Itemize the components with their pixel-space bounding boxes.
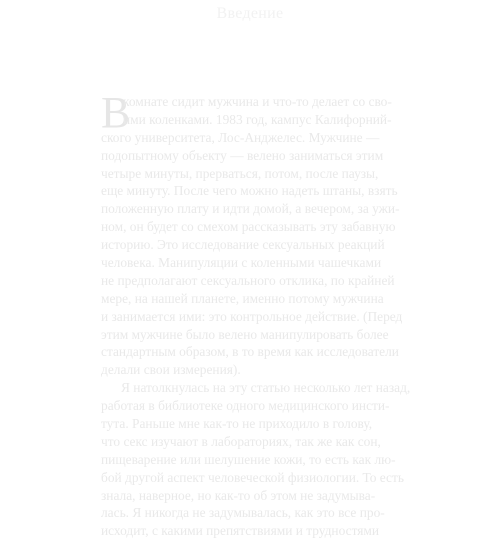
text-line: человека. Манипуляции с коленными чашечками (101, 255, 382, 271)
text-line: ном, он будет со смехом рассказывать эту забавную (101, 219, 396, 235)
text-line: пищеварение или шелушение кожи, то есть как лю- (101, 451, 396, 467)
text-line: делали свои измерения). (101, 362, 241, 378)
text-line: исходит, с какими препятствиями и трудностями (101, 523, 380, 539)
text-line: знала, наверное, но как-то об этом не задумыва- (101, 487, 376, 503)
text-line: бой другой аспект человеческой физиологии. То есть (101, 469, 404, 485)
text-line: стандартным образом, в то время как исследователи (101, 344, 399, 360)
text-line: четыре минуты, прерваться, потом, после паузы, (101, 165, 379, 181)
text-line: этим мужчине было велено манипулировать более (101, 326, 389, 342)
text-line: историю. Это исследование сексуальных реакций (101, 237, 385, 253)
text-line: тута. Раньше мне как-то не приходило в голову, (101, 416, 373, 432)
drop-cap: В (101, 88, 131, 137)
text-line: лась. Я никогда не задумывалась, как это все про- (101, 505, 385, 521)
text-line: положенную плату и идти домой, а вечером, за ужи- (101, 201, 400, 217)
chapter-header: Введение (216, 5, 284, 22)
text-line: и занимается ими: это контрольное действие. (Перед (101, 308, 403, 324)
text-line: ского университета, Лос-Анджелес. Мужчине — (101, 129, 380, 145)
text-line: ими коленками. 1983 год, кампус Калифорний- (123, 111, 392, 127)
text-line: работая в библиотеке одного медицинского инсти- (101, 398, 390, 414)
text-line: что секс изучают в лабораториях, так же как сон, (101, 433, 381, 449)
text-line: комнате сидит мужчина и что-то делает со сво- (123, 94, 392, 109)
text-line: еще минуту. После чего можно надеть штаны, взять (101, 183, 398, 199)
body-text (101, 88, 411, 540)
text-line: не предполагают сексуального отклика, по крайней (101, 272, 395, 288)
text-line: подопытному объекту — велено заниматься этим (101, 147, 384, 163)
text-line: Я натолкнулась на эту статью несколько лет назад, (121, 380, 411, 396)
text-line: мере, на нашей планете, именно потому мужчина (101, 290, 384, 306)
